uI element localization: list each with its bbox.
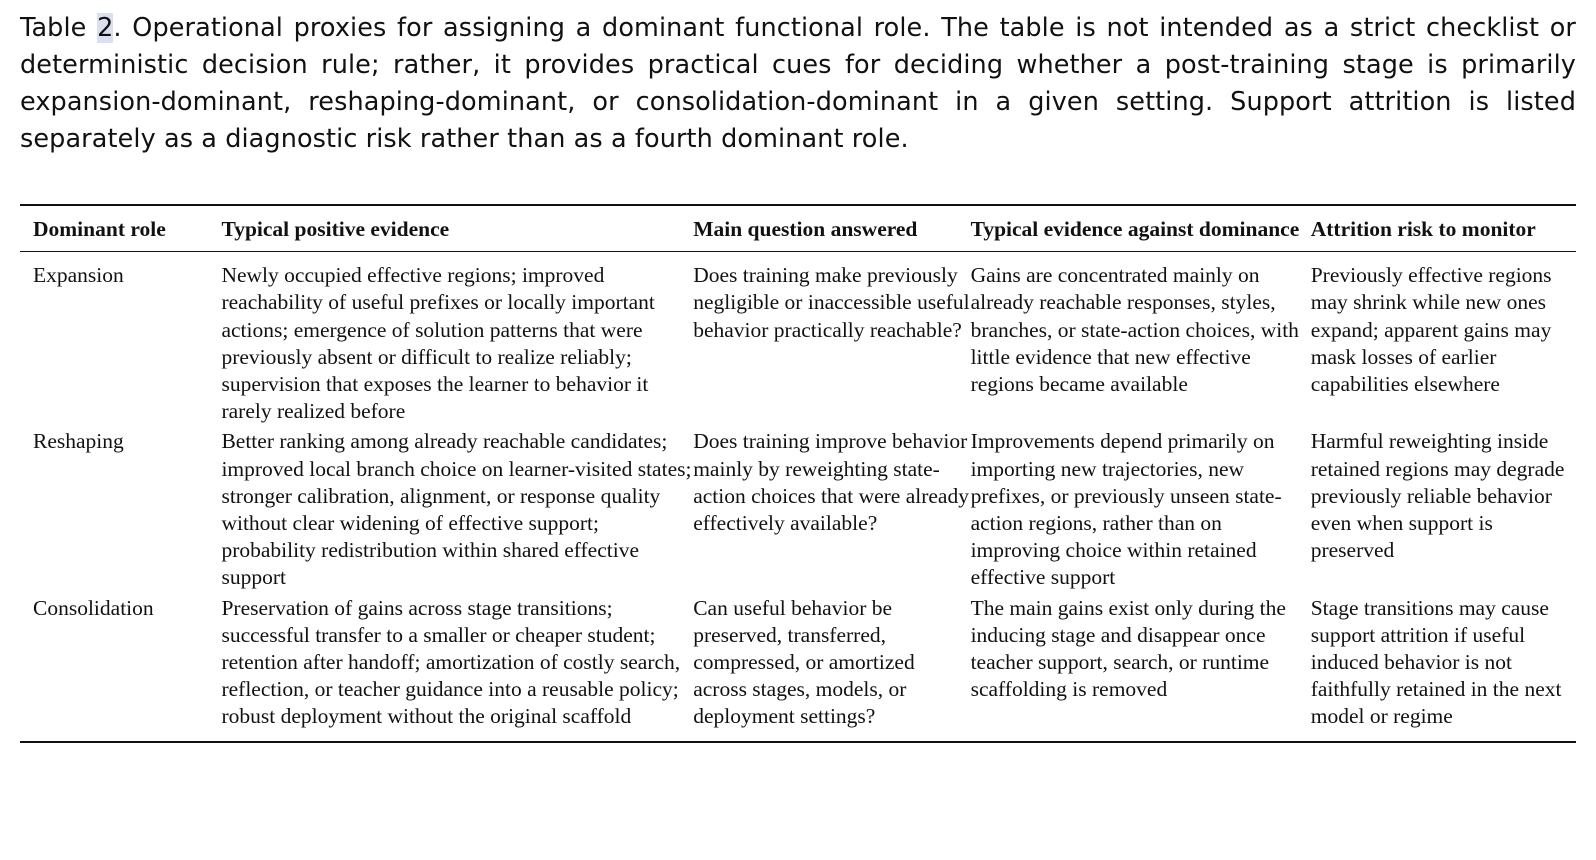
header-evidence-against: Typical evidence against dominance xyxy=(971,206,1311,252)
cell-positive-evidence: Better ranking among already reachable candidates; improved local branch choice on learner-visited states; stronger calibration, alignment, or response quality without clear widening of effective support; probability redistribution within shared effective support xyxy=(221,429,692,590)
cell-attrition-risk: Stage transitions may cause support attrition if useful induced behavior is not faithfully retained in the next model or regime xyxy=(1310,595,1562,729)
cell-main-question: Does training improve behavior mainly by reweighting state-action choices that were already effectively available? xyxy=(693,429,969,536)
cell-positive-evidence: Newly occupied effective regions; improved reachability of useful prefixes or locally important actions; emergence of solution patterns that were previously absent or difficult to realize reliably; supervision that exposes the learner to behavior it rarely realized before xyxy=(221,263,655,424)
cell-evidence-against: The main gains exist only during the inducing stage and disappear once teacher support, search, or runtime scaffolding is removed xyxy=(970,595,1286,702)
header-attrition-risk: Attrition risk to monitor xyxy=(1311,206,1576,252)
cell-main-question: Can useful behavior be preserved, transferred, compressed, or amortized across stages, models, or deployment settings? xyxy=(693,595,915,729)
table-row-expansion xyxy=(20,252,1576,426)
header-main-question: Main question answered xyxy=(693,206,970,252)
proxies-table xyxy=(20,204,1576,743)
cell-evidence-against: Improvements depend primarily on importing new trajectories, new prefixes, or previously unseen state-action regions, rather than on improving choice within retained effective support xyxy=(970,429,1282,590)
table-header-row xyxy=(20,206,1576,252)
header-dominant-role: Dominant role xyxy=(20,206,221,252)
caption-label: Table xyxy=(20,13,98,43)
table-caption xyxy=(20,10,1576,158)
cell-attrition-risk: Previously effective regions may shrink while new ones expand; apparent gains may mask losses of earlier capabilities elsewhere xyxy=(1310,263,1552,397)
cell-main-question: Does training make previously negligible or inaccessible useful behavior practically reachable? xyxy=(693,263,970,342)
cell-role: Expansion xyxy=(33,263,124,288)
cell-evidence-against: Gains are concentrated mainly on already reachable responses, styles, branches, or state-action choices, with little evidence that new effective regions became available xyxy=(970,263,1299,397)
caption-number: 2 xyxy=(97,13,114,43)
header-positive-evidence: Typical positive evidence xyxy=(221,206,693,252)
caption-text: . Operational proxies for assigning a dominant functional role. The table is not intended as a strict checklist or deterministic decision rule; rather, it provides practical cues for deciding whether a post-training stage is primarily expansion-dominant, reshaping-dominant, or consolidation-dominant in a given setting. Support attrition is listed separately as a diagnostic risk rather than as a fourth dominant role. xyxy=(20,13,1576,154)
cell-attrition-risk: Harmful reweighting inside retained regions may degrade previously reliable behavior even when support is preserved xyxy=(1310,429,1565,563)
cell-role: Reshaping xyxy=(33,429,124,454)
table-row-consolidation xyxy=(20,592,1576,741)
cell-role: Consolidation xyxy=(33,595,154,620)
table-row-reshaping xyxy=(20,425,1576,591)
cell-positive-evidence: Preservation of gains across stage transitions; successful transfer to a smaller or cheaper student; retention after handoff; amortization of costly search, reflection, or teacher guidance into a reusable policy; robust deployment without the original scaffold xyxy=(221,595,681,729)
